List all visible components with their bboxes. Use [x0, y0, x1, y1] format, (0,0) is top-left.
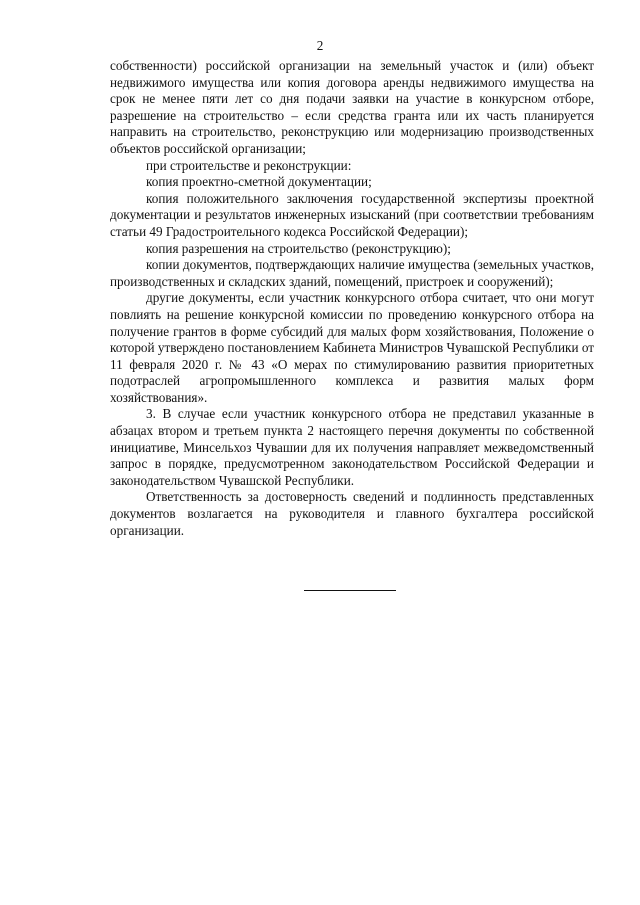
- paragraph-expertise-conclusion: копия положительного заключения государственной экспертизы проектной документации и результатов инженерных изысканий (при соответствии требованиям статьи 49 Градостроительного кодекса Российской Федерации);: [110, 190, 594, 239]
- paragraph-other-documents: другие документы, если участник конкурсного отбора считает, что они могут повлиять на решение конкурсной комиссии по проведению конкурсного отбора на получение грантов в форме субсидий для малых форм хозяйствования, Положение о которой утверждено постановлением Кабинета Министров Чувашской Республики от 11 февраля 2020 г. № 43 «О мерах по стимулированию развития приоритетных подотраслей агропромышленного комплекса и развития малых форм хозяйствования».: [110, 290, 594, 405]
- paragraph-interdepartmental-request: 3. В случае если участник конкурсного отбора не представил указанные в абзацах втором и третьем пункта 2 настоящего перечня документы по собственной инициативе, Минсельхоз Чувашии для их получения направляет межведомственный запрос в порядке, предусмотренном законодательством Российской Федерации и законодательством Чувашской Республики.: [110, 406, 594, 488]
- paragraph-property-documents: копии документов, подтверждающих наличие имущества (земельных участков, производственных и складских зданий, помещений, пристроек и сооружений);: [110, 257, 594, 289]
- paragraph-responsibility: Ответственность за достоверность сведений и подлинность представленных документов возлагается на руководителя и главного бухгалтера российской организации.: [110, 489, 594, 538]
- document-body: [110, 58, 594, 539]
- paragraph-construction-heading: при строительстве и реконструкции:: [146, 157, 352, 173]
- paragraph-ownership-documents: собственности) российской организации на земельный участок и (или) объект недвижимого имущества или копия договора аренды недвижимого имущества на срок не менее пяти лет со дня подачи заявки на участие в конкурсном отборе, разрешение на строительство – если средства гранта или их часть планируется направить на строительство, реконструкцию или модернизацию производственных объектов российской организации;: [110, 58, 594, 156]
- paragraph-construction-permit: копия разрешения на строительство (реконструкцию);: [146, 240, 451, 256]
- page-number: 2: [316, 38, 324, 53]
- end-separator-line: [304, 590, 396, 591]
- paragraph-design-estimate: копия проектно-сметной документации;: [146, 174, 372, 190]
